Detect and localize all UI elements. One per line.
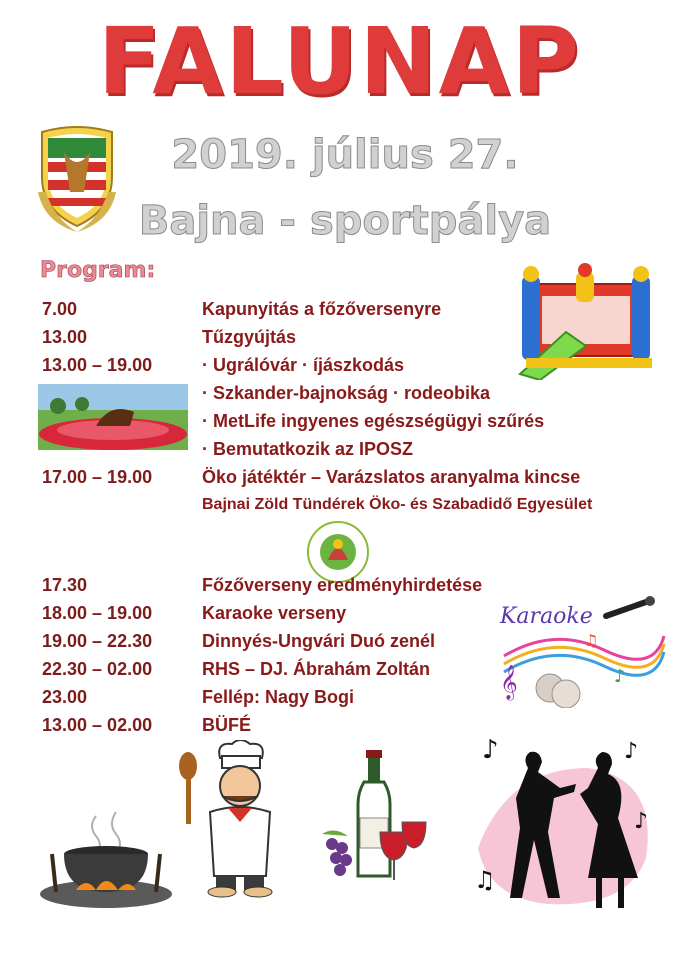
svg-text:𝄞: 𝄞 (500, 665, 518, 700)
schedule-time: 13.00 – 19.00 (42, 355, 153, 375)
schedule-event: Tűzgyújtás (202, 327, 297, 347)
schedule-event: Bajnai Zöld Tündérek Öko- és Szabadidő Egyesület (202, 496, 593, 513)
svg-text:♫: ♫ (474, 866, 496, 894)
svg-text:♪: ♪ (634, 809, 649, 834)
music-notes-icon (494, 596, 666, 708)
svg-text:♪: ♪ (624, 739, 639, 764)
schedule-time: 13.00 (42, 327, 88, 347)
schedule-time: 22.30 – 02.00 (42, 659, 153, 679)
schedule-time: 7.00 (42, 299, 78, 319)
schedule-event: · Ugrálóvár · íjászkodás (202, 355, 405, 375)
event-date: 2019. július 27. (171, 132, 519, 178)
wine-icon (318, 748, 428, 898)
coat-of-arms-icon (34, 122, 120, 234)
svg-text:♫: ♫ (584, 631, 599, 650)
schedule-time: 19.00 – 22.30 (42, 631, 153, 651)
schedule-time: 17.00 – 19.00 (42, 467, 153, 487)
karaoke-label: Karaoke (500, 604, 593, 629)
schedule-time: 23.00 (42, 687, 88, 707)
schedule-event: Öko játéktér – Varázslatos aranyalma kincse (202, 467, 581, 487)
schedule-time: 17.30 (42, 575, 88, 595)
poster-title: FALUNAP (97, 8, 582, 115)
bouncy-castle-icon (516, 262, 656, 380)
schedule-event: · Bemutatkozik az IPOSZ (202, 439, 414, 459)
schedule-time: 13.00 – 02.00 (42, 715, 153, 735)
schedule-event: Dinnyés-Ungvári Duó zenél (202, 631, 436, 651)
rodeo-bull-photo (38, 384, 188, 450)
svg-text:♪: ♪ (482, 735, 499, 765)
dancers-icon (468, 728, 660, 918)
schedule-event: Fellép: Nagy Bogi (202, 687, 355, 707)
chef-icon (176, 740, 282, 900)
schedule-event: Főzőverseny eredményhirdetése (202, 575, 483, 595)
schedule-event: Kapunyitás a főzőversenyre (202, 299, 442, 319)
schedule-event: RHS – DJ. Ábrahám Zoltán (202, 659, 431, 679)
event-place: Bajna - sportpálya (138, 198, 552, 244)
schedule-event: Karaoke verseny (202, 603, 347, 623)
cooking-pot-icon (36, 806, 176, 910)
program-heading: Program: (40, 258, 156, 283)
svg-text:♪: ♪ (614, 666, 626, 687)
schedule-event: · MetLife ingyenes egészségügyi szűrés (202, 411, 545, 431)
schedule-time: 18.00 – 19.00 (42, 603, 153, 623)
schedule-event: · Szkander-bajnokság · rodeobika (202, 383, 491, 403)
schedule-event: BÜFÉ (202, 715, 251, 735)
karaoke-graphic (494, 596, 666, 708)
